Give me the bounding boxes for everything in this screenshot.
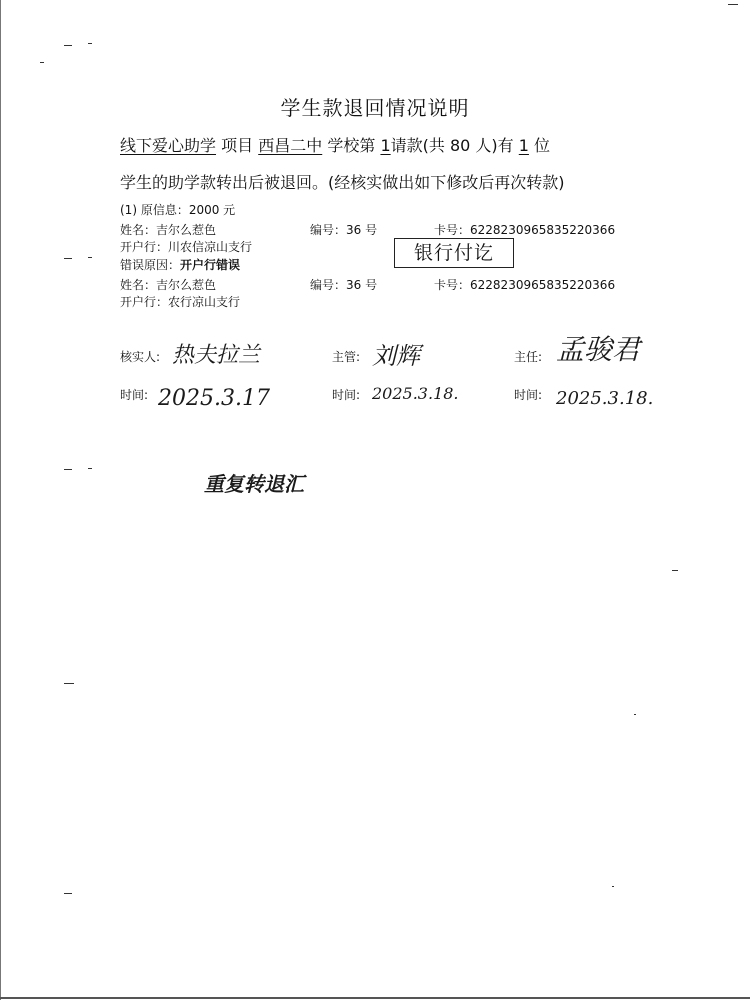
batch-number: 1 <box>380 136 391 155</box>
unit-label: 位 <box>534 136 551 155</box>
verifier-label: 核实人: <box>120 350 161 364</box>
corrected-name <box>120 276 216 293</box>
student-count: 80 <box>449 136 471 155</box>
scan-edge <box>0 0 1 1000</box>
bank-value: 农行凉山支行 <box>168 295 241 309</box>
error-reason <box>120 256 240 273</box>
scan-speck <box>88 468 92 469</box>
director-time-label: 时间: <box>514 388 543 402</box>
request-summary-line <box>120 133 550 156</box>
error-value: 开户行错误 <box>180 258 241 272</box>
scan-speck <box>64 258 72 259</box>
error-label: 错误原因： <box>120 258 181 272</box>
scan-speck <box>40 62 44 63</box>
bank-value: 川农信凉山支行 <box>168 240 253 254</box>
handwritten-note: 重复转退汇 <box>204 472 304 496</box>
original-id <box>310 221 377 238</box>
return-explanation-line: 学生的助学款转出后被退回。(经核实做出如下修改后再次转款) <box>120 173 565 192</box>
supervisor-time-label: 时间: <box>332 388 361 402</box>
id-value: 36 号 <box>346 223 378 237</box>
card-label: 卡号： <box>434 223 471 237</box>
scan-speck <box>64 45 72 46</box>
card-label: 卡号： <box>434 278 471 292</box>
supervisor-signature: 刘辉 <box>372 342 420 370</box>
original-name <box>120 221 216 238</box>
school-label: 学校第 <box>327 136 376 155</box>
batch-label: 请款(共 <box>390 136 445 155</box>
supervisor-date: 2025.3.18. <box>372 384 459 403</box>
scan-speck <box>88 43 92 44</box>
id-value: 36 号 <box>346 278 378 292</box>
bank-paid-stamp: 银行付讫 <box>394 238 514 268</box>
director-date: 2025.3.18. <box>556 388 654 409</box>
name-label: 姓名： <box>120 278 157 292</box>
original-info-header: (1) 原信息：2000 元 <box>120 203 236 217</box>
id-label: 编号： <box>310 278 347 292</box>
corrected-bank <box>120 293 240 310</box>
scan-speck <box>634 714 636 715</box>
card-value: 6228230965835220366 <box>470 278 616 292</box>
scan-speck <box>612 886 614 887</box>
document-title: 学生款退回情况说明 <box>280 96 470 120</box>
people-label: 人)有 <box>475 136 514 155</box>
card-value: 6228230965835220366 <box>470 223 616 237</box>
name-value: 吉尔么惹色 <box>156 278 217 292</box>
scan-speck <box>64 683 74 684</box>
returned-count: 1 <box>518 136 529 155</box>
corrected-id <box>310 276 377 293</box>
name-label: 姓名： <box>120 223 157 237</box>
original-bank <box>120 238 252 255</box>
project-label: 项目 <box>221 136 254 155</box>
scan-speck <box>728 4 738 5</box>
scan-speck <box>64 893 72 894</box>
verifier-time-label: 时间: <box>120 388 149 402</box>
bank-label: 开户行： <box>120 295 169 309</box>
original-card <box>434 221 615 238</box>
name-value: 吉尔么惹色 <box>156 223 217 237</box>
director-signature: 孟骏君 <box>556 333 641 366</box>
scan-speck <box>64 469 72 470</box>
scan-speck <box>672 570 678 571</box>
bank-label: 开户行： <box>120 240 169 254</box>
supervisor-label: 主管: <box>332 350 361 364</box>
verifier-date: 2025.3.17 <box>158 386 270 411</box>
verifier-signature: 热夫拉兰 <box>172 343 261 368</box>
project-name: 线下爱心助学 <box>120 136 217 155</box>
scan-edge <box>0 997 750 999</box>
school-name: 西昌二中 <box>258 136 323 155</box>
id-label: 编号： <box>310 223 347 237</box>
director-label: 主任: <box>514 350 543 364</box>
corrected-card <box>434 276 615 293</box>
scan-speck <box>88 257 92 258</box>
